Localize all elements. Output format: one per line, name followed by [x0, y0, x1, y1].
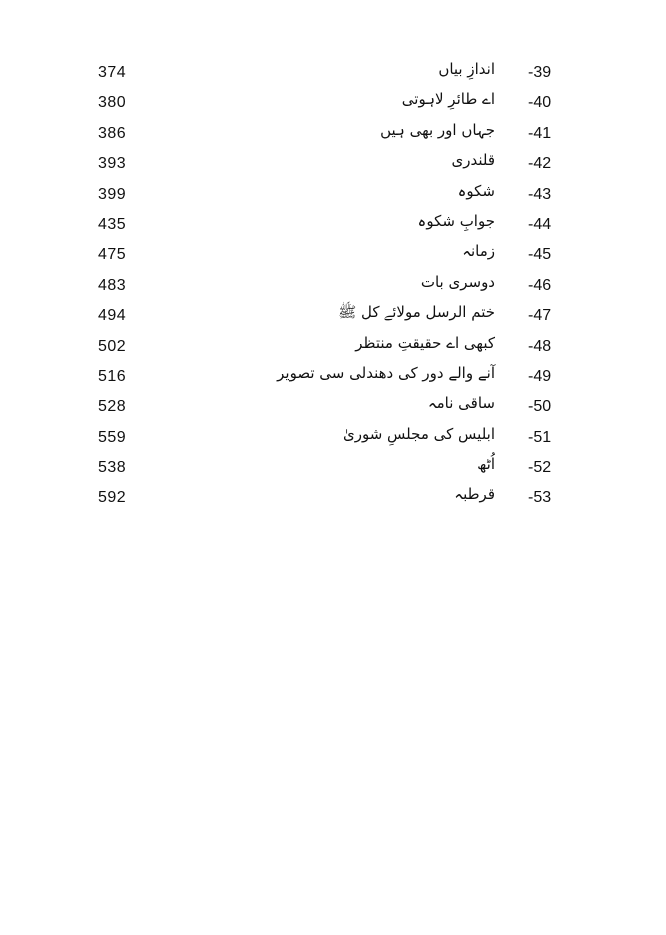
entry-number: -40	[528, 94, 552, 112]
entry-number: -52	[528, 459, 552, 477]
toc-row[interactable]	[0, 58, 666, 88]
entry-number: -44	[528, 215, 552, 233]
page-number: 393	[98, 155, 127, 173]
entry-number: -42	[528, 155, 552, 173]
page-number: 516	[98, 367, 127, 385]
page-number: 559	[98, 428, 127, 446]
entry-title[interactable]: قلندری	[451, 151, 495, 170]
entry-title[interactable]: شکوہ	[457, 181, 495, 200]
entry-title[interactable]: کبھی اے حقیقتِ منتظر	[355, 333, 495, 352]
page-number: 502	[98, 337, 127, 355]
entry-number: -53	[528, 489, 552, 507]
entry-title[interactable]: آنے والے دور کی دھندلی سی تصویر	[277, 363, 495, 382]
page-number: 475	[98, 246, 127, 264]
entry-title[interactable]: ساقی نامہ	[427, 394, 495, 413]
entry-title[interactable]: اے طائرِ لاہوتی	[401, 90, 495, 109]
toc-row[interactable]	[0, 210, 666, 240]
page-number: 494	[98, 307, 127, 325]
toc-row[interactable]	[0, 180, 666, 210]
table-of-contents	[0, 58, 666, 514]
entry-number: -49	[528, 367, 552, 385]
entry-number: -50	[528, 398, 552, 416]
entry-number: -48	[528, 337, 552, 355]
toc-row[interactable]	[0, 119, 666, 149]
entry-title[interactable]: ختم الرسل مولائے کل ﷺ	[338, 303, 495, 322]
toc-row[interactable]	[0, 423, 666, 453]
page-number: 386	[98, 124, 127, 142]
toc-row[interactable]	[0, 240, 666, 270]
entry-number: -41	[528, 124, 552, 142]
toc-row[interactable]	[0, 88, 666, 118]
page-number: 435	[98, 215, 127, 233]
page-number: 374	[98, 64, 127, 81]
toc-row[interactable]	[0, 332, 666, 362]
entry-title[interactable]: قرطبہ	[454, 485, 495, 504]
toc-row[interactable]	[0, 301, 666, 331]
entry-number: -45	[528, 246, 552, 264]
toc-row[interactable]	[0, 271, 666, 301]
toc-row[interactable]	[0, 392, 666, 422]
entry-title[interactable]: اُٹھ	[477, 455, 495, 474]
entry-number: -47	[528, 307, 552, 325]
entry-number: -39	[528, 64, 552, 81]
page-number: 538	[98, 459, 127, 477]
entry-number: -51	[528, 428, 552, 446]
entry-title[interactable]: اندازِ بیاں	[438, 60, 495, 78]
toc-row[interactable]	[0, 453, 666, 483]
page-number: 592	[98, 489, 127, 507]
page-number: 483	[98, 276, 127, 294]
entry-title[interactable]: دوسری بات	[420, 272, 495, 291]
page-number: 380	[98, 94, 127, 112]
entry-title[interactable]: ابلیس کی مجلسِ شوریٰ	[342, 424, 495, 443]
toc-row[interactable]	[0, 483, 666, 513]
entry-title[interactable]: جوابِ شکوہ	[417, 211, 495, 230]
toc-row[interactable]	[0, 149, 666, 179]
entry-number: -46	[528, 276, 552, 294]
entry-title[interactable]: جہاں اور بھی ہیں	[380, 120, 495, 139]
toc-row[interactable]	[0, 362, 666, 392]
page-number: 528	[98, 398, 127, 416]
entry-number: -43	[528, 185, 552, 203]
page-number: 399	[98, 185, 127, 203]
entry-title[interactable]: زمانہ	[462, 242, 495, 261]
